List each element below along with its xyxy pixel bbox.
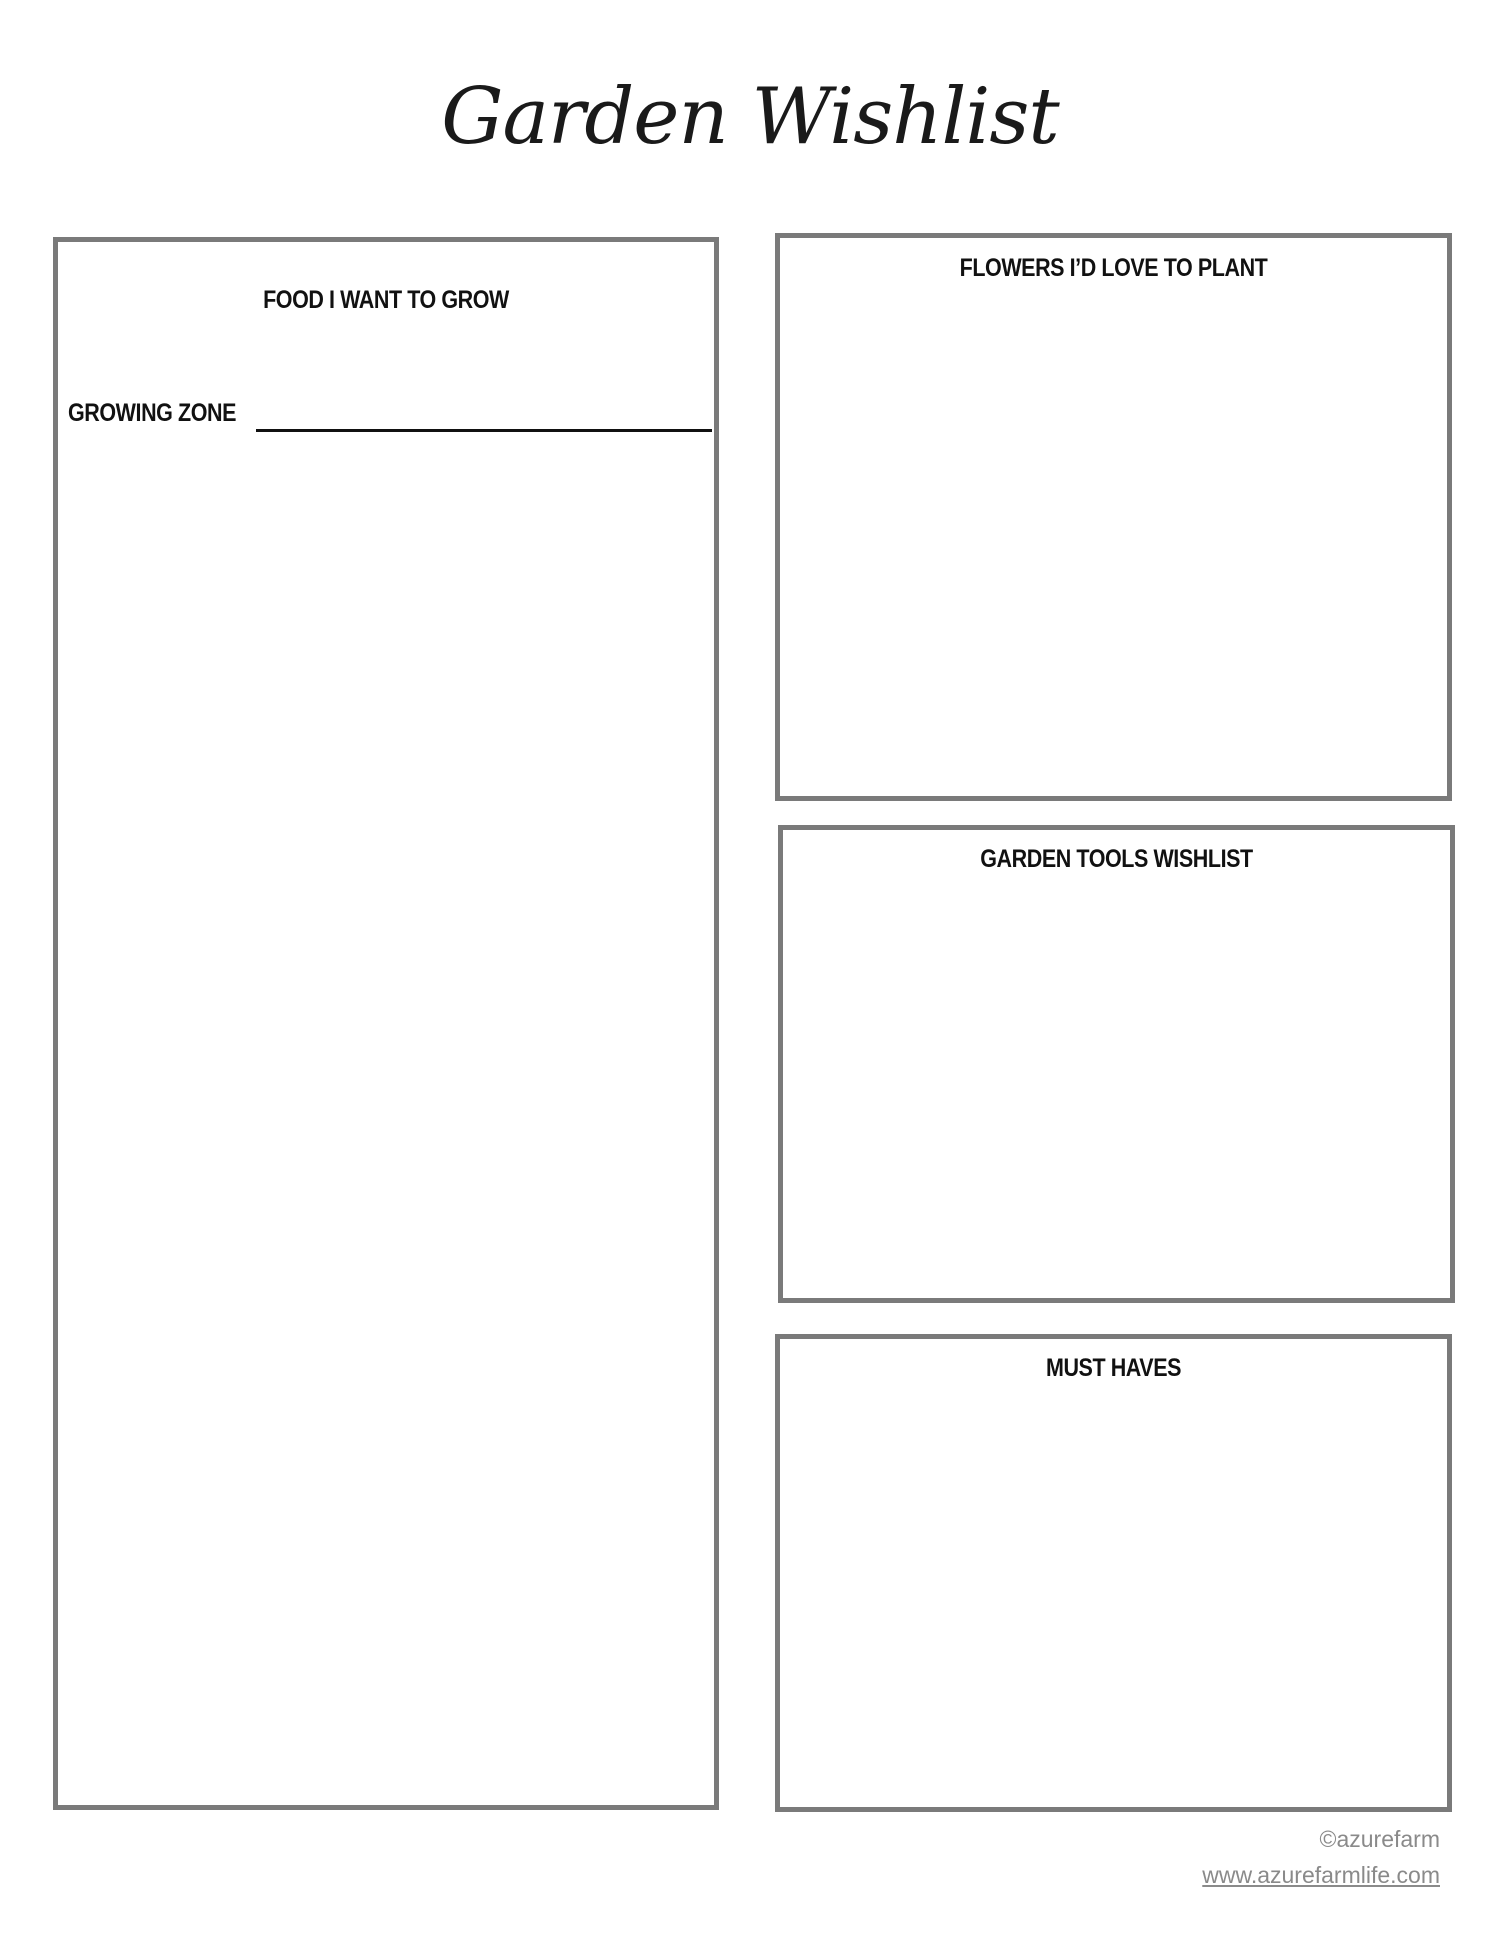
food-to-grow-box[interactable] (53, 237, 719, 1810)
copyright-text: ©azurefarm (1319, 1826, 1440, 1852)
growing-zone-row (68, 399, 714, 435)
growing-zone-field[interactable] (256, 429, 712, 432)
website-link[interactable]: www.azurefarmlife.com (1202, 1862, 1440, 1888)
must-haves-box[interactable] (775, 1334, 1452, 1812)
garden-tools-wishlist-box[interactable] (778, 825, 1455, 1303)
flowers-to-plant-box[interactable] (775, 233, 1452, 801)
page-title: Garden Wishlist (441, 72, 1059, 162)
garden-tools-wishlist-heading: GARDEN TOOLS WISHLIST (980, 845, 1253, 873)
food-to-grow-heading: FOOD I WANT TO GROW (263, 286, 509, 314)
must-haves-heading: MUST HAVES (1045, 1354, 1182, 1382)
growing-zone-label: GROWING ZONE (68, 399, 237, 427)
flowers-to-plant-heading: FLOWERS I’D LOVE TO PLANT (959, 254, 1268, 282)
